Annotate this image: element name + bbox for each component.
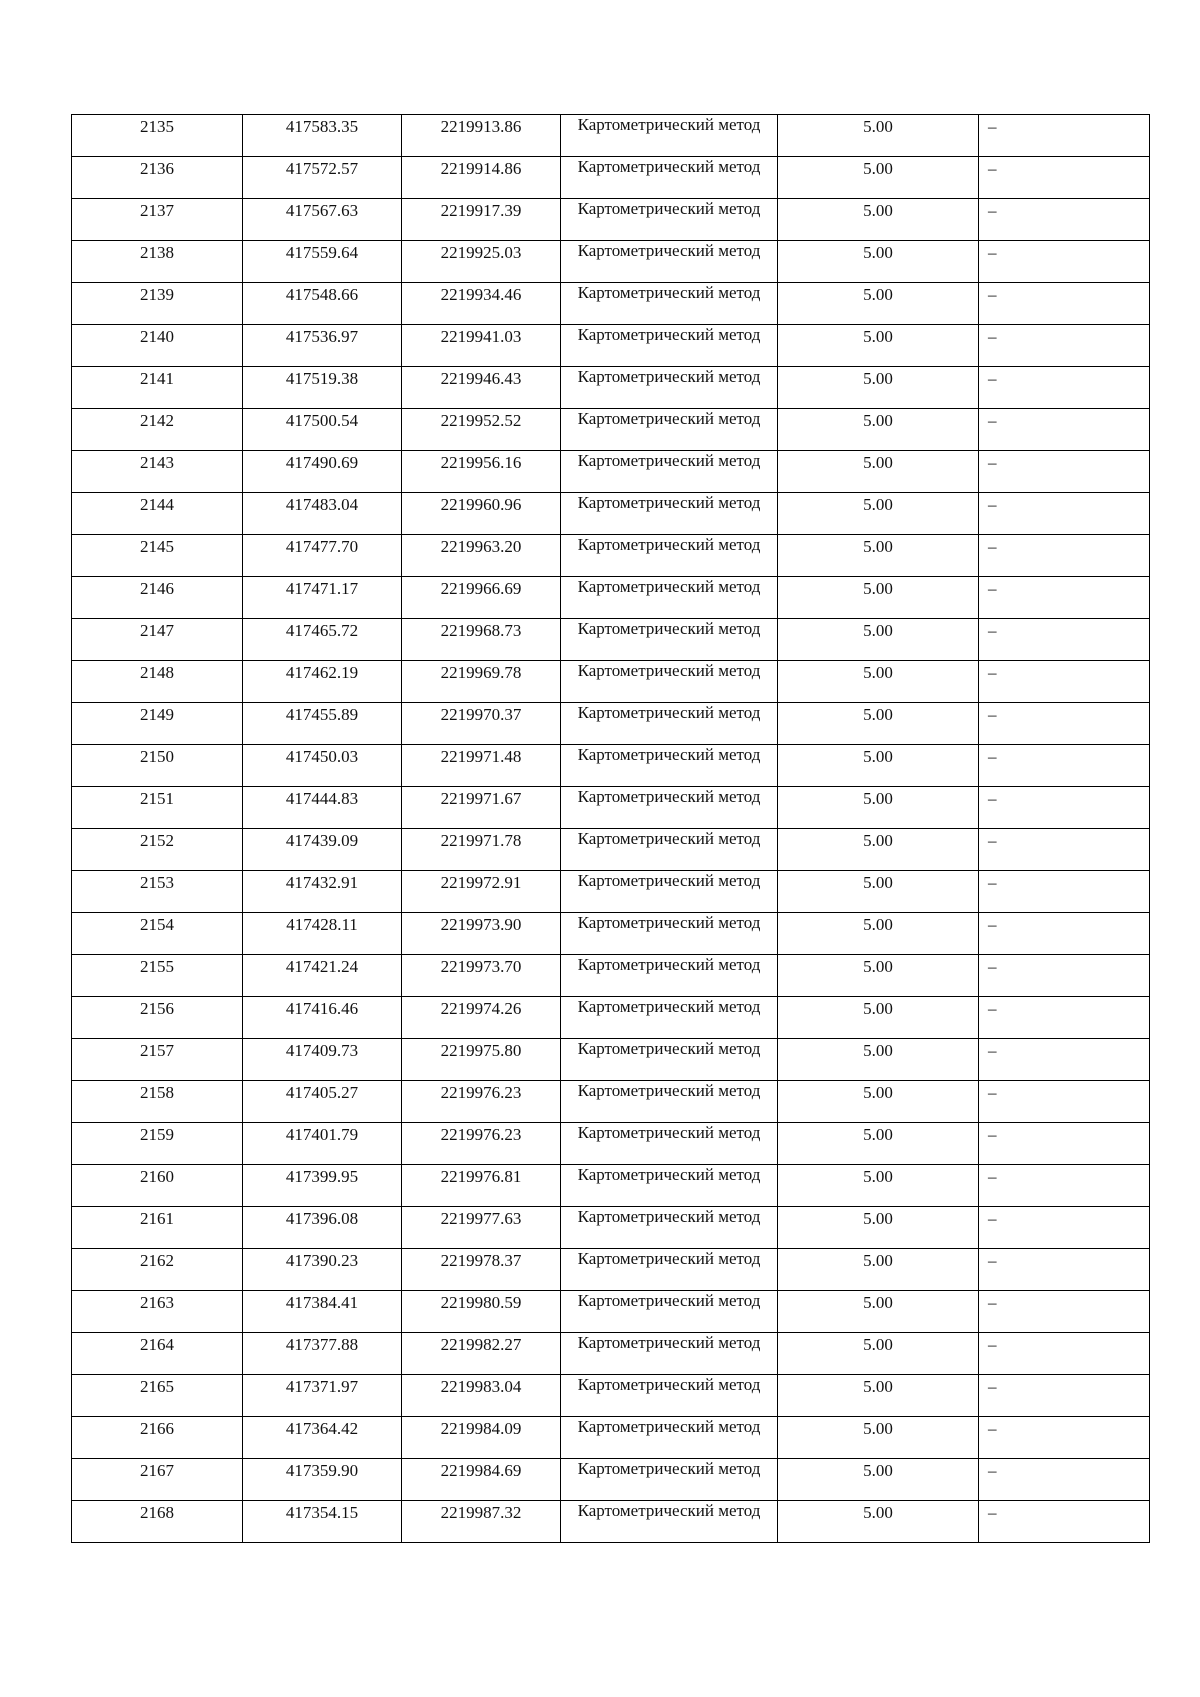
point-number-cell: 2162 xyxy=(72,1249,243,1291)
accuracy-cell: 5.00 xyxy=(778,1165,979,1207)
y-coordinate-cell: 2219976.81 xyxy=(402,1165,561,1207)
method-cell: Картометрический метод xyxy=(561,1417,778,1459)
accuracy-cell: 5.00 xyxy=(778,325,979,367)
table-row xyxy=(72,1165,1150,1207)
table-row xyxy=(72,913,1150,955)
y-coordinate-cell: 2219968.73 xyxy=(402,619,561,661)
table-body xyxy=(72,115,1150,1543)
method-cell: Картометрический метод xyxy=(561,955,778,997)
note-cell: – xyxy=(979,871,1150,913)
y-coordinate-cell: 2219976.23 xyxy=(402,1081,561,1123)
table-row xyxy=(72,451,1150,493)
y-coordinate-cell: 2219971.78 xyxy=(402,829,561,871)
note-cell: – xyxy=(979,1123,1150,1165)
y-coordinate-cell: 2219976.23 xyxy=(402,1123,561,1165)
y-coordinate-cell: 2219966.69 xyxy=(402,577,561,619)
method-cell: Картометрический метод xyxy=(561,787,778,829)
accuracy-cell: 5.00 xyxy=(778,913,979,955)
table-row xyxy=(72,283,1150,325)
y-coordinate-cell: 2219973.70 xyxy=(402,955,561,997)
point-number-cell: 2136 xyxy=(72,157,243,199)
x-coordinate-cell: 417396.08 xyxy=(243,1207,402,1249)
accuracy-cell: 5.00 xyxy=(778,619,979,661)
point-number-cell: 2163 xyxy=(72,1291,243,1333)
point-number-cell: 2142 xyxy=(72,409,243,451)
y-coordinate-cell: 2219969.78 xyxy=(402,661,561,703)
y-coordinate-cell: 2219925.03 xyxy=(402,241,561,283)
method-cell: Картометрический метод xyxy=(561,871,778,913)
accuracy-cell: 5.00 xyxy=(778,409,979,451)
x-coordinate-cell: 417483.04 xyxy=(243,493,402,535)
point-number-cell: 2138 xyxy=(72,241,243,283)
point-number-cell: 2158 xyxy=(72,1081,243,1123)
accuracy-cell: 5.00 xyxy=(778,1249,979,1291)
x-coordinate-cell: 417444.83 xyxy=(243,787,402,829)
note-cell: – xyxy=(979,283,1150,325)
accuracy-cell: 5.00 xyxy=(778,451,979,493)
note-cell: – xyxy=(979,745,1150,787)
accuracy-cell: 5.00 xyxy=(778,661,979,703)
accuracy-cell: 5.00 xyxy=(778,241,979,283)
y-coordinate-cell: 2219960.96 xyxy=(402,493,561,535)
method-cell: Картометрический метод xyxy=(561,493,778,535)
x-coordinate-cell: 417409.73 xyxy=(243,1039,402,1081)
accuracy-cell: 5.00 xyxy=(778,1333,979,1375)
table-row xyxy=(72,1081,1150,1123)
point-number-cell: 2150 xyxy=(72,745,243,787)
table-row xyxy=(72,1417,1150,1459)
note-cell: – xyxy=(979,535,1150,577)
point-number-cell: 2145 xyxy=(72,535,243,577)
accuracy-cell: 5.00 xyxy=(778,1375,979,1417)
note-cell: – xyxy=(979,661,1150,703)
method-cell: Картометрический метод xyxy=(561,451,778,493)
table-row xyxy=(72,1123,1150,1165)
table-row xyxy=(72,1333,1150,1375)
method-cell: Картометрический метод xyxy=(561,1123,778,1165)
table-row xyxy=(72,1501,1150,1543)
note-cell: – xyxy=(979,997,1150,1039)
accuracy-cell: 5.00 xyxy=(778,1039,979,1081)
point-number-cell: 2147 xyxy=(72,619,243,661)
accuracy-cell: 5.00 xyxy=(778,871,979,913)
x-coordinate-cell: 417354.15 xyxy=(243,1501,402,1543)
note-cell: – xyxy=(979,1039,1150,1081)
accuracy-cell: 5.00 xyxy=(778,955,979,997)
x-coordinate-cell: 417477.70 xyxy=(243,535,402,577)
note-cell: – xyxy=(979,199,1150,241)
x-coordinate-cell: 417364.42 xyxy=(243,1417,402,1459)
accuracy-cell: 5.00 xyxy=(778,577,979,619)
table-row xyxy=(72,703,1150,745)
x-coordinate-cell: 417405.27 xyxy=(243,1081,402,1123)
method-cell: Картометрический метод xyxy=(561,325,778,367)
x-coordinate-cell: 417432.91 xyxy=(243,871,402,913)
y-coordinate-cell: 2219984.69 xyxy=(402,1459,561,1501)
table-row xyxy=(72,1207,1150,1249)
table-row xyxy=(72,367,1150,409)
point-number-cell: 2160 xyxy=(72,1165,243,1207)
point-number-cell: 2149 xyxy=(72,703,243,745)
y-coordinate-cell: 2219971.48 xyxy=(402,745,561,787)
x-coordinate-cell: 417384.41 xyxy=(243,1291,402,1333)
y-coordinate-cell: 2219913.86 xyxy=(402,115,561,157)
y-coordinate-cell: 2219987.32 xyxy=(402,1501,561,1543)
table-row xyxy=(72,1249,1150,1291)
method-cell: Картометрический метод xyxy=(561,1081,778,1123)
table-row xyxy=(72,955,1150,997)
method-cell: Картометрический метод xyxy=(561,1375,778,1417)
x-coordinate-cell: 417462.19 xyxy=(243,661,402,703)
note-cell: – xyxy=(979,1459,1150,1501)
note-cell: – xyxy=(979,1501,1150,1543)
table-row xyxy=(72,1039,1150,1081)
point-number-cell: 2146 xyxy=(72,577,243,619)
x-coordinate-cell: 417536.97 xyxy=(243,325,402,367)
x-coordinate-cell: 417421.24 xyxy=(243,955,402,997)
table-row xyxy=(72,1459,1150,1501)
accuracy-cell: 5.00 xyxy=(778,1123,979,1165)
table-row xyxy=(72,199,1150,241)
y-coordinate-cell: 2219963.20 xyxy=(402,535,561,577)
x-coordinate-cell: 417455.89 xyxy=(243,703,402,745)
method-cell: Картометрический метод xyxy=(561,157,778,199)
x-coordinate-cell: 417567.63 xyxy=(243,199,402,241)
note-cell: – xyxy=(979,451,1150,493)
accuracy-cell: 5.00 xyxy=(778,115,979,157)
note-cell: – xyxy=(979,493,1150,535)
point-number-cell: 2165 xyxy=(72,1375,243,1417)
note-cell: – xyxy=(979,409,1150,451)
accuracy-cell: 5.00 xyxy=(778,367,979,409)
note-cell: – xyxy=(979,1207,1150,1249)
x-coordinate-cell: 417416.46 xyxy=(243,997,402,1039)
method-cell: Картометрический метод xyxy=(561,1291,778,1333)
point-number-cell: 2140 xyxy=(72,325,243,367)
y-coordinate-cell: 2219984.09 xyxy=(402,1417,561,1459)
method-cell: Картометрический метод xyxy=(561,115,778,157)
x-coordinate-cell: 417465.72 xyxy=(243,619,402,661)
x-coordinate-cell: 417371.97 xyxy=(243,1375,402,1417)
note-cell: – xyxy=(979,1375,1150,1417)
x-coordinate-cell: 417450.03 xyxy=(243,745,402,787)
point-number-cell: 2137 xyxy=(72,199,243,241)
table-row xyxy=(72,577,1150,619)
point-number-cell: 2144 xyxy=(72,493,243,535)
method-cell: Картометрический метод xyxy=(561,1249,778,1291)
point-number-cell: 2168 xyxy=(72,1501,243,1543)
y-coordinate-cell: 2219982.27 xyxy=(402,1333,561,1375)
y-coordinate-cell: 2219973.90 xyxy=(402,913,561,955)
note-cell: – xyxy=(979,703,1150,745)
note-cell: – xyxy=(979,619,1150,661)
y-coordinate-cell: 2219952.52 xyxy=(402,409,561,451)
table-row xyxy=(72,787,1150,829)
method-cell: Картометрический метод xyxy=(561,577,778,619)
accuracy-cell: 5.00 xyxy=(778,1417,979,1459)
method-cell: Картометрический метод xyxy=(561,829,778,871)
method-cell: Картометрический метод xyxy=(561,703,778,745)
table-row xyxy=(72,997,1150,1039)
method-cell: Картометрический метод xyxy=(561,619,778,661)
y-coordinate-cell: 2219970.37 xyxy=(402,703,561,745)
accuracy-cell: 5.00 xyxy=(778,1081,979,1123)
x-coordinate-cell: 417500.54 xyxy=(243,409,402,451)
point-number-cell: 2141 xyxy=(72,367,243,409)
accuracy-cell: 5.00 xyxy=(778,157,979,199)
note-cell: – xyxy=(979,787,1150,829)
method-cell: Картометрический метод xyxy=(561,199,778,241)
table-row xyxy=(72,829,1150,871)
y-coordinate-cell: 2219975.80 xyxy=(402,1039,561,1081)
note-cell: – xyxy=(979,1291,1150,1333)
y-coordinate-cell: 2219980.59 xyxy=(402,1291,561,1333)
method-cell: Картометрический метод xyxy=(561,409,778,451)
method-cell: Картометрический метод xyxy=(561,661,778,703)
method-cell: Картометрический метод xyxy=(561,1501,778,1543)
note-cell: – xyxy=(979,577,1150,619)
x-coordinate-cell: 417390.23 xyxy=(243,1249,402,1291)
point-number-cell: 2154 xyxy=(72,913,243,955)
table-row xyxy=(72,409,1150,451)
method-cell: Картометрический метод xyxy=(561,745,778,787)
y-coordinate-cell: 2219972.91 xyxy=(402,871,561,913)
accuracy-cell: 5.00 xyxy=(778,535,979,577)
note-cell: – xyxy=(979,913,1150,955)
x-coordinate-cell: 417583.35 xyxy=(243,115,402,157)
x-coordinate-cell: 417490.69 xyxy=(243,451,402,493)
note-cell: – xyxy=(979,1165,1150,1207)
x-coordinate-cell: 417439.09 xyxy=(243,829,402,871)
y-coordinate-cell: 2219971.67 xyxy=(402,787,561,829)
point-number-cell: 2166 xyxy=(72,1417,243,1459)
note-cell: – xyxy=(979,115,1150,157)
coordinates-table xyxy=(71,114,1150,1543)
point-number-cell: 2167 xyxy=(72,1459,243,1501)
point-number-cell: 2164 xyxy=(72,1333,243,1375)
table-row xyxy=(72,241,1150,283)
y-coordinate-cell: 2219941.03 xyxy=(402,325,561,367)
x-coordinate-cell: 417548.66 xyxy=(243,283,402,325)
method-cell: Картометрический метод xyxy=(561,241,778,283)
table-row xyxy=(72,1375,1150,1417)
method-cell: Картометрический метод xyxy=(561,1165,778,1207)
table-row xyxy=(72,619,1150,661)
table-row xyxy=(72,115,1150,157)
accuracy-cell: 5.00 xyxy=(778,1501,979,1543)
method-cell: Картометрический метод xyxy=(561,913,778,955)
accuracy-cell: 5.00 xyxy=(778,1291,979,1333)
accuracy-cell: 5.00 xyxy=(778,283,979,325)
x-coordinate-cell: 417519.38 xyxy=(243,367,402,409)
point-number-cell: 2135 xyxy=(72,115,243,157)
table-row xyxy=(72,871,1150,913)
method-cell: Картометрический метод xyxy=(561,283,778,325)
table-row xyxy=(72,157,1150,199)
method-cell: Картометрический метод xyxy=(561,1039,778,1081)
point-number-cell: 2148 xyxy=(72,661,243,703)
accuracy-cell: 5.00 xyxy=(778,997,979,1039)
x-coordinate-cell: 417559.64 xyxy=(243,241,402,283)
note-cell: – xyxy=(979,325,1150,367)
point-number-cell: 2155 xyxy=(72,955,243,997)
point-number-cell: 2151 xyxy=(72,787,243,829)
note-cell: – xyxy=(979,367,1150,409)
note-cell: – xyxy=(979,1081,1150,1123)
note-cell: – xyxy=(979,157,1150,199)
y-coordinate-cell: 2219974.26 xyxy=(402,997,561,1039)
method-cell: Картометрический метод xyxy=(561,535,778,577)
y-coordinate-cell: 2219917.39 xyxy=(402,199,561,241)
table-row xyxy=(72,661,1150,703)
y-coordinate-cell: 2219983.04 xyxy=(402,1375,561,1417)
point-number-cell: 2153 xyxy=(72,871,243,913)
point-number-cell: 2152 xyxy=(72,829,243,871)
point-number-cell: 2161 xyxy=(72,1207,243,1249)
accuracy-cell: 5.00 xyxy=(778,787,979,829)
y-coordinate-cell: 2219978.37 xyxy=(402,1249,561,1291)
method-cell: Картометрический метод xyxy=(561,1333,778,1375)
note-cell: – xyxy=(979,1249,1150,1291)
y-coordinate-cell: 2219934.46 xyxy=(402,283,561,325)
table-row xyxy=(72,493,1150,535)
method-cell: Картометрический метод xyxy=(561,1207,778,1249)
note-cell: – xyxy=(979,1417,1150,1459)
y-coordinate-cell: 2219956.16 xyxy=(402,451,561,493)
accuracy-cell: 5.00 xyxy=(778,493,979,535)
point-number-cell: 2157 xyxy=(72,1039,243,1081)
table-row xyxy=(72,535,1150,577)
y-coordinate-cell: 2219946.43 xyxy=(402,367,561,409)
x-coordinate-cell: 417377.88 xyxy=(243,1333,402,1375)
method-cell: Картометрический метод xyxy=(561,367,778,409)
x-coordinate-cell: 417399.95 xyxy=(243,1165,402,1207)
accuracy-cell: 5.00 xyxy=(778,703,979,745)
method-cell: Картометрический метод xyxy=(561,1459,778,1501)
x-coordinate-cell: 417359.90 xyxy=(243,1459,402,1501)
accuracy-cell: 5.00 xyxy=(778,829,979,871)
x-coordinate-cell: 417572.57 xyxy=(243,157,402,199)
table-row xyxy=(72,325,1150,367)
x-coordinate-cell: 417428.11 xyxy=(243,913,402,955)
point-number-cell: 2159 xyxy=(72,1123,243,1165)
accuracy-cell: 5.00 xyxy=(778,1459,979,1501)
table-row xyxy=(72,745,1150,787)
table-row xyxy=(72,1291,1150,1333)
note-cell: – xyxy=(979,241,1150,283)
y-coordinate-cell: 2219914.86 xyxy=(402,157,561,199)
method-cell: Картометрический метод xyxy=(561,997,778,1039)
note-cell: – xyxy=(979,955,1150,997)
accuracy-cell: 5.00 xyxy=(778,745,979,787)
point-number-cell: 2143 xyxy=(72,451,243,493)
point-number-cell: 2139 xyxy=(72,283,243,325)
accuracy-cell: 5.00 xyxy=(778,199,979,241)
note-cell: – xyxy=(979,829,1150,871)
point-number-cell: 2156 xyxy=(72,997,243,1039)
accuracy-cell: 5.00 xyxy=(778,1207,979,1249)
x-coordinate-cell: 417471.17 xyxy=(243,577,402,619)
y-coordinate-cell: 2219977.63 xyxy=(402,1207,561,1249)
note-cell: – xyxy=(979,1333,1150,1375)
x-coordinate-cell: 417401.79 xyxy=(243,1123,402,1165)
